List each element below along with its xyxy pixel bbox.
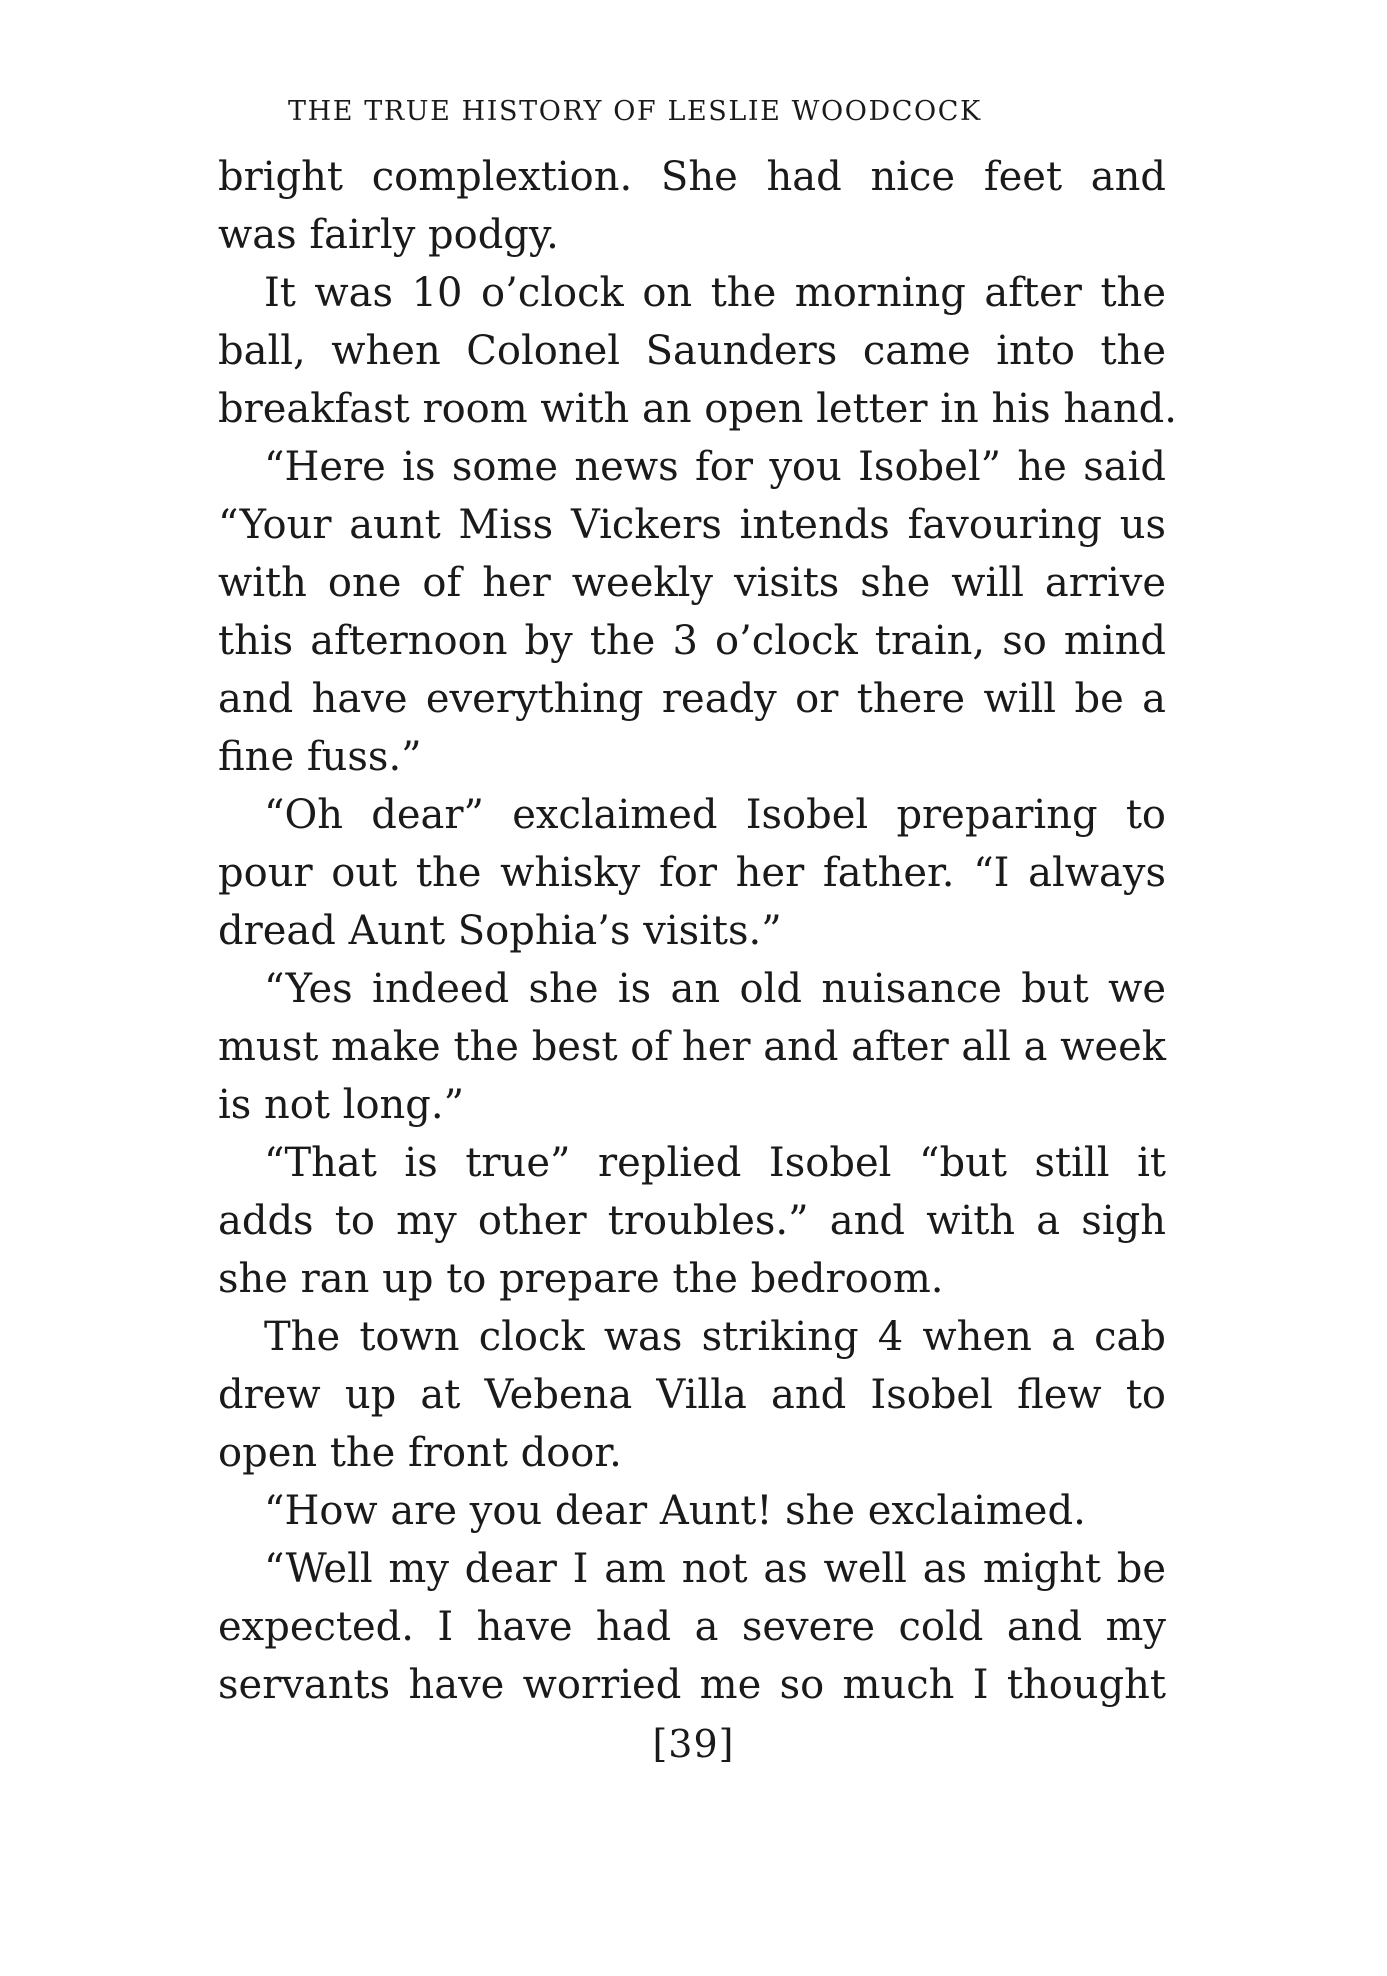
text-line: “Here is some news for you Isobel” he said [264,444,1166,490]
text-line: open the front door. [218,1430,622,1476]
text-line: dread Aunt Sophia’s visits.” [218,908,782,954]
text-line: she ran up to prepare the bedroom. [218,1256,944,1302]
text-line: “Yes indeed she is an old nuisance but we [264,966,1166,1012]
text-line: breakfast room with an open letter in his hand. [218,386,1178,432]
text-line: “Oh dear” exclaimed Isobel preparing to [264,792,1166,838]
text-line: “Well my dear I am not as well as might be [264,1546,1166,1592]
text-line: pour out the whisky for her father. “I always [218,850,1166,896]
text-line: this afternoon by the 3 o’clock train, so mind [218,618,1166,664]
text-line: “That is true” replied Isobel “but still it [264,1140,1166,1186]
text-line: bright complextion. She had nice feet and [218,154,1166,200]
text-line: “How are you dear Aunt! she exclaimed. [264,1488,1086,1534]
text-line: “Your aunt Miss Vickers intends favouring us [218,502,1166,548]
text-line: It was 10 o’clock on the morning after the [264,270,1166,316]
text-line: was fairly podgy. [218,212,559,258]
running-head: THE TRUE HISTORY OF LESLIE WOODCOCK [288,96,982,127]
text-line: expected. I have had a severe cold and my [218,1604,1166,1650]
text-line: drew up at Vebena Villa and Isobel flew to [218,1372,1166,1418]
body-text [218,148,1178,1714]
text-line: is not long.” [218,1082,465,1128]
text-line: servants have worried me so much I thought [218,1662,1166,1708]
text-line: fine fuss.” [218,734,422,780]
text-line: must make the best of her and after all a week [218,1024,1166,1070]
page-number: [39] [652,1722,735,1766]
text-line: The town clock was striking 4 when a cab [264,1314,1166,1360]
text-line: and have everything ready or there will be a [218,676,1166,722]
text-line: with one of her weekly visits she will arrive [218,560,1166,606]
text-line: adds to my other troubles.” and with a sigh [218,1198,1166,1244]
text-line: ball, when Colonel Saunders came into the [218,328,1166,374]
